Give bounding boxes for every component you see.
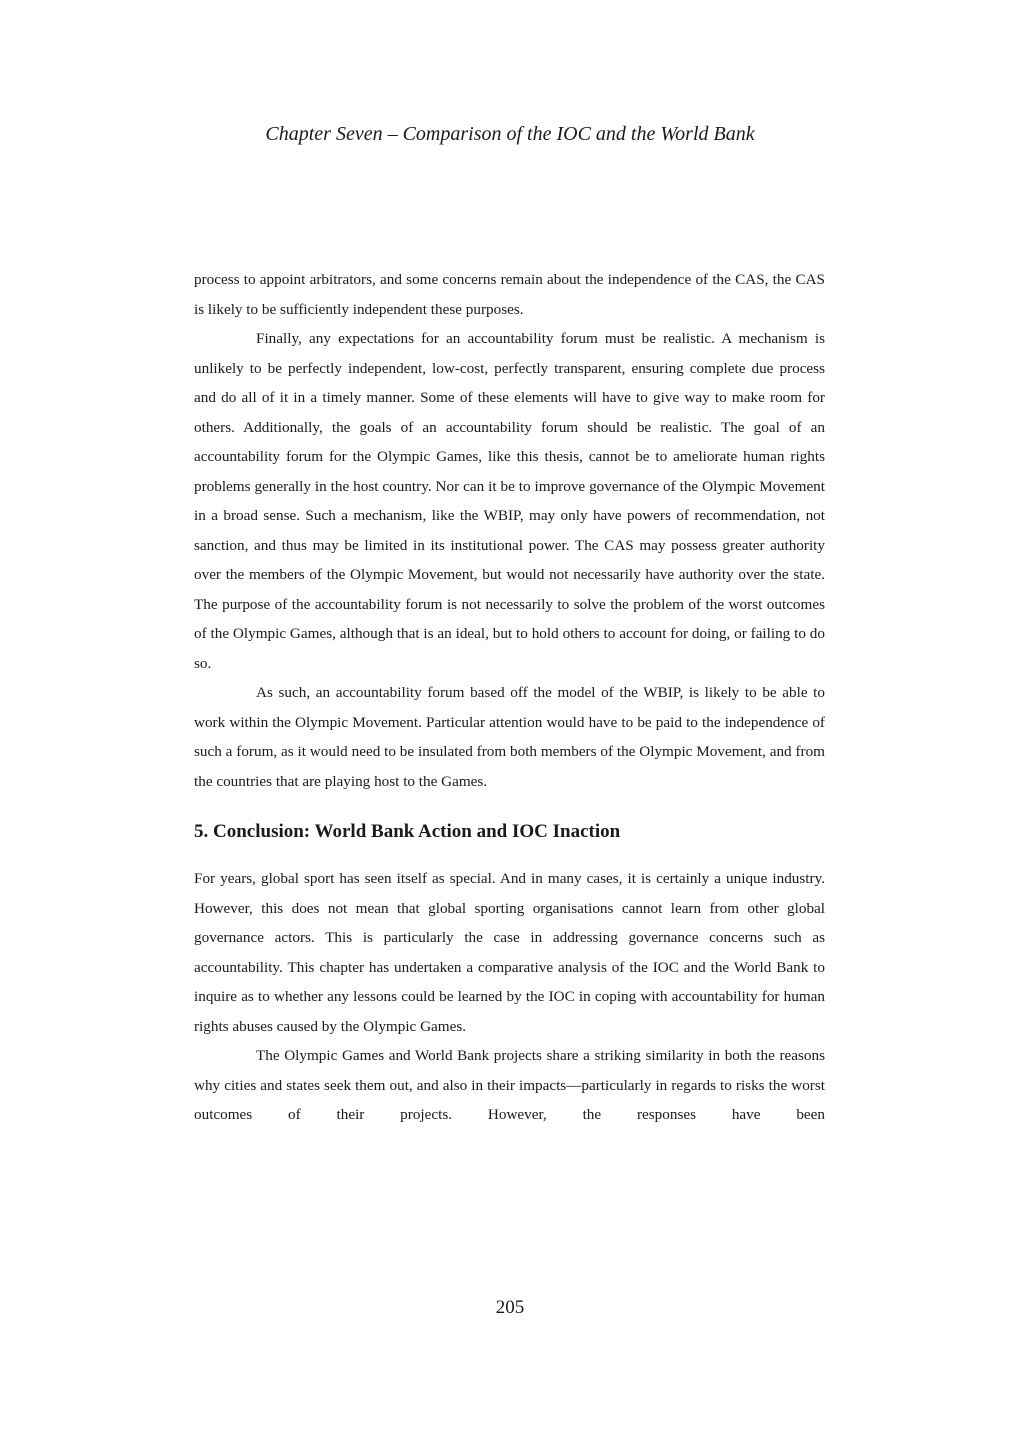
running-header: Chapter Seven – Comparison of the IOC and the World Bank — [265, 123, 755, 145]
paragraph-conclusion-intro: For years, global sport has seen itself as special. And in many cases, it is certainly a unique industry. However, this does not mean that global sporting organisations cannot learn from other global governance actors. This is particularly the case in addressing governance concerns such as accountability. This chapter has undertaken a comparative analysis of the IOC and the World Bank to inquire as to whether any lessons could be learned by the IOC in coping with accountability for human rights abuses caused by the Olympic Games. — [194, 870, 825, 1035]
paragraph-continued: process to appoint arbitrators, and some concerns remain about the independence of the CAS, the CAS is likely to be sufficiently independent these purposes. — [194, 271, 825, 318]
section-heading: 5. Conclusion: World Bank Action and IOC Inaction — [194, 821, 621, 842]
page-number: 205 — [495, 1297, 525, 1318]
paragraph-wbip-model: As such, an accountability forum based off the model of the WBIP, is likely to be able to work within the Olympic Movement. Particular attention would have to be paid to the independence of such a forum, as it would need to be insulated from both members of the Olympic Movement, and from the countries that are playing host to the Games. — [194, 684, 825, 790]
paragraph-realistic-expectations: Finally, any expectations for an accountability forum must be realistic. A mechanism is unlikely to be perfectly independent, low-cost, perfectly transparent, ensuring complete due process and do all of it in a timely manner. Some of these elements will have to give way to make room for others. Additionally, the goals of an accountability forum should be realistic. The goal of an accountability forum for the Olympic Games, like this thesis, cannot be to ameliorate human rights problems generally in the host country. Nor can it be to improve governance of the Olympic Movement in a broad sense. Such a mechanism, like the WBIP, may only have powers of recommendation, not sanction, and thus may be limited in its institutional power. The CAS may possess greater authority over the members of the Olympic Movement, but would not necessarily have authority over the state. The purpose of the accountability forum is not necessarily to solve the problem of the worst outcomes of the Olympic Games, although that is an ideal, but to hold others to account for doing, or failing to do so. — [194, 330, 825, 672]
paragraph-comparison: The Olympic Games and World Bank projects share a striking similarity in both the reasons why cities and states seek them out, and also in their impacts—particularly in regards to risks the worst outcomes of their projects. However, the responses have been — [194, 1047, 825, 1123]
body-text — [194, 265, 825, 1130]
